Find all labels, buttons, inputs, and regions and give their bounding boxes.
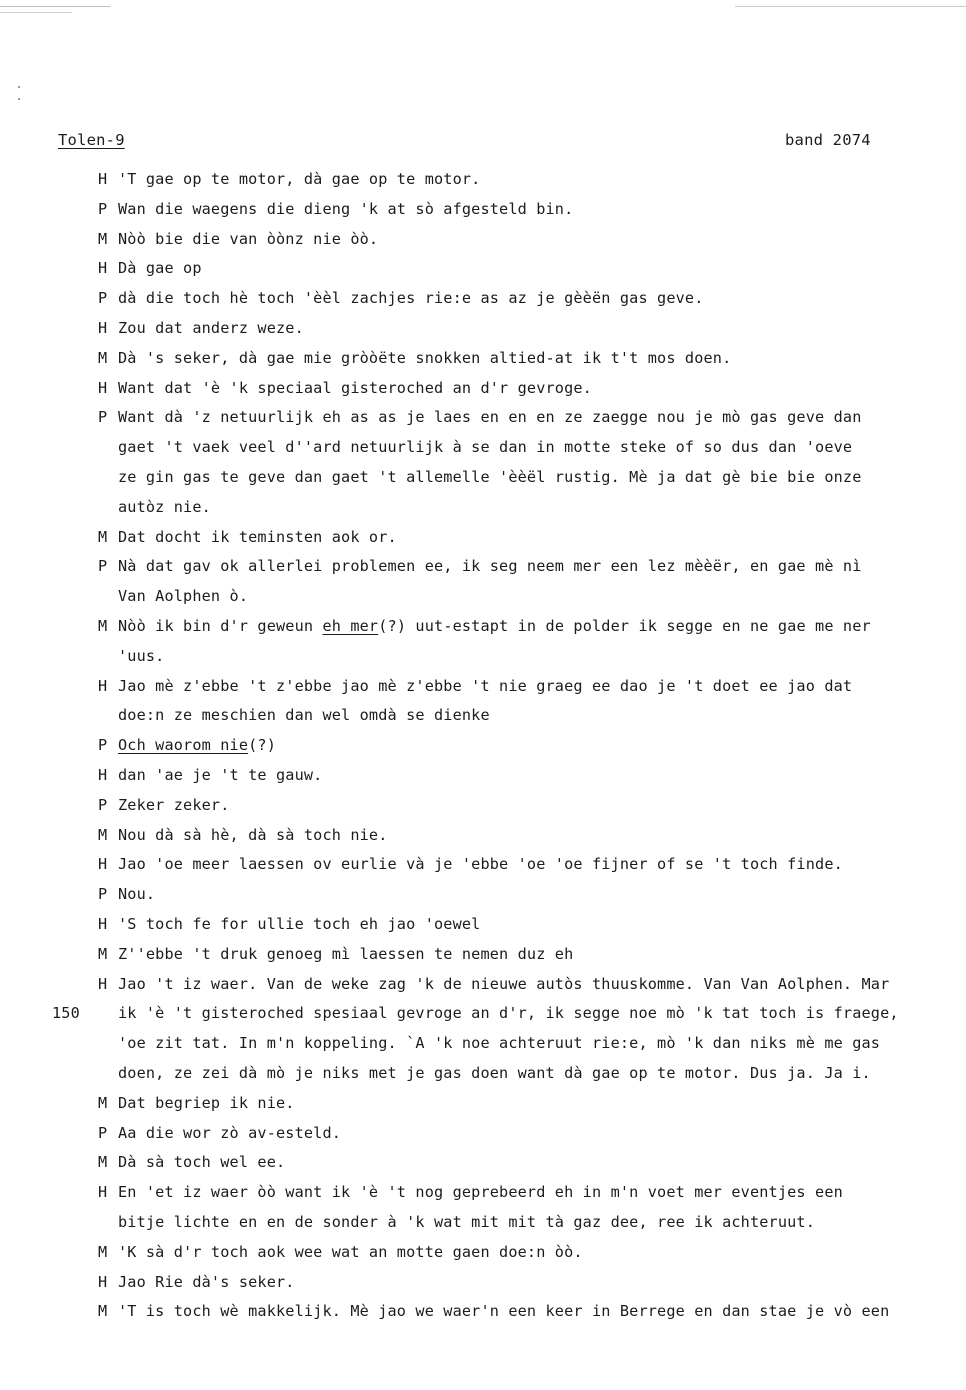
underlined-text: eh mer [322,617,379,635]
utterance-text: Want dà 'z netuurlijk eh as as je laes en en en ze zaegge nou je mò gas geve dan [118,408,862,426]
utterance-text: Nà dat gav ok allerlei problemen ee, ik seg neem mer een lez mèèër, en gae mè nì [118,557,862,575]
scan-speck [18,98,20,100]
utterance-text: 'T gae op te motor, dà gae op te motor. [118,170,481,188]
speaker-label: H [98,766,108,784]
speaker-label: H [98,1183,108,1201]
speaker-label: P [98,289,108,307]
utterance-text: 'T is toch wè makkelijk. Mè jao we waer'n een keer in Berrege en dan stae je vò een [118,1302,890,1320]
utterance-text: 'S toch fe for ullie toch eh jao 'oewel [118,915,481,933]
scan-speck [18,86,20,88]
utterance-text: autòz nie. [118,498,211,516]
speaker-label: M [98,945,108,963]
speaker-label: M [98,826,108,844]
speaker-label: P [98,736,108,754]
utterance-text: Jao Rie dà's seker. [118,1273,295,1291]
utterance-text: Van Aolphen ò. [118,587,249,605]
speaker-label: H [98,677,108,695]
speaker-label: M [98,528,108,546]
utterance-text: Och waorom nie(?) [118,736,277,754]
speaker-label: P [98,796,108,814]
utterance-text: En 'et iz waer òò want ik 'è 't nog geprebeerd eh in m'n voet mer eventjes een [118,1183,843,1201]
utterance-text: Jao 'oe meer laessen ov eurlie và je 'ebbe 'oe 'oe fijner of se 't toch finde. [118,855,843,873]
speaker-label: H [98,855,108,873]
utterance-text: Nòò bie die van òònz nie òò. [118,230,379,248]
underlined-text: Och waorom nie [118,736,249,754]
speaker-label: H [98,975,108,993]
line-number: 150 [52,1004,80,1022]
speaker-label: M [98,349,108,367]
speaker-label: H [98,319,108,337]
utterance-text: doe:n ze meschien dan wel omdà se dienke [118,706,490,724]
top-rule-left [0,6,110,7]
speaker-label: P [98,557,108,575]
utterance-text: Dat docht ik teminsten aok or. [118,528,397,546]
utterance-text: Zou dat anderz weze. [118,319,304,337]
speaker-label: P [98,885,108,903]
speaker-label: M [98,1153,108,1171]
speaker-label: M [98,230,108,248]
speaker-label: M [98,1094,108,1112]
speaker-label: P [98,200,108,218]
utterance-text: Dà sà toch wel ee. [118,1153,286,1171]
speaker-label: H [98,379,108,397]
utterance-text: 'oe zit tat. In m'n koppeling. `A 'k noe achteruut rie:e, mò 'k dan niks mè me gas [118,1034,881,1052]
document-title: Tolen-9 [58,131,125,149]
speaker-label: H [98,915,108,933]
speaker-label: H [98,170,108,188]
speaker-label: H [98,259,108,277]
speaker-label: P [98,408,108,426]
utterance-text: 'uus. [118,647,165,665]
utterance-text: ik 'è 't gisteroched spesiaal gevroge an d'r, ik segge noe mò 'k tat toch is fraege, [118,1004,899,1022]
utterance-text: Nòò ik bin d'r geweun eh mer(?) uut-estapt in de polder ik segge en ne gae me ner [118,617,871,635]
utterance-text: doen, ze zei dà mò je niks met je gas doen want dà gae op te motor. Dus ja. Ja i. [118,1064,871,1082]
utterance-text: Dat begriep ik nie. [118,1094,295,1112]
utterance-text: Dà 's seker, dà gae mie gròòëte snokken altied-at ik t't mos doen. [118,349,732,367]
speaker-label: M [98,1243,108,1261]
top-rule-left-short [0,12,72,13]
utterance-text: Dà gae op [118,259,202,277]
utterance-text: gaet 't vaek veel d''ard netuurlijk à se dan in motte steke of so dus dan 'oeve [118,438,853,456]
speaker-label: M [98,617,108,635]
utterance-text: dà die toch hè toch 'èèl zachjes rie:e as az je gèèën gas geve. [118,289,704,307]
utterance-text: Nou dà sà hè, dà sà toch nie. [118,826,388,844]
utterance-text: ze gin gas te geve dan gaet 't allemelle 'èèël rustig. Mè ja dat gè bie bie onze [118,468,862,486]
utterance-text: Jao 't iz waer. Van de weke zag 'k de nieuwe autòs thuuskomme. Van Van Aolphen. Mar [118,975,890,993]
utterance-text: Want dat 'è 'k speciaal gisteroched an d'r gevroge. [118,379,592,397]
utterance-text: Wan die waegens die dieng 'k at sò afgesteld bin. [118,200,574,218]
utterance-text: Aa die wor zò av-esteld. [118,1124,342,1142]
utterance-text: dan 'ae je 't te gauw. [118,766,323,784]
utterance-text: 'K sà d'r toch aok wee wat an motte gaen doe:n òò. [118,1243,583,1261]
band-number: band 2074 [785,131,871,149]
utterance-text: Zeker zeker. [118,796,230,814]
utterance-text: Nou. [118,885,156,903]
speaker-label: H [98,1273,108,1291]
top-rule-right [735,6,966,7]
utterance-text: Jao mè z'ebbe 't z'ebbe jao mè z'ebbe 't nie graeg ee dao je 't doet ee jao dat [118,677,853,695]
utterance-text: Z''ebbe 't druk genoeg mì laessen te nemen duz eh [118,945,574,963]
speaker-label: P [98,1124,108,1142]
utterance-text: bitje lichte en en de sonder à 'k wat mit mit tà gaz dee, ree ik achteruut. [118,1213,816,1231]
speaker-label: M [98,1302,108,1320]
